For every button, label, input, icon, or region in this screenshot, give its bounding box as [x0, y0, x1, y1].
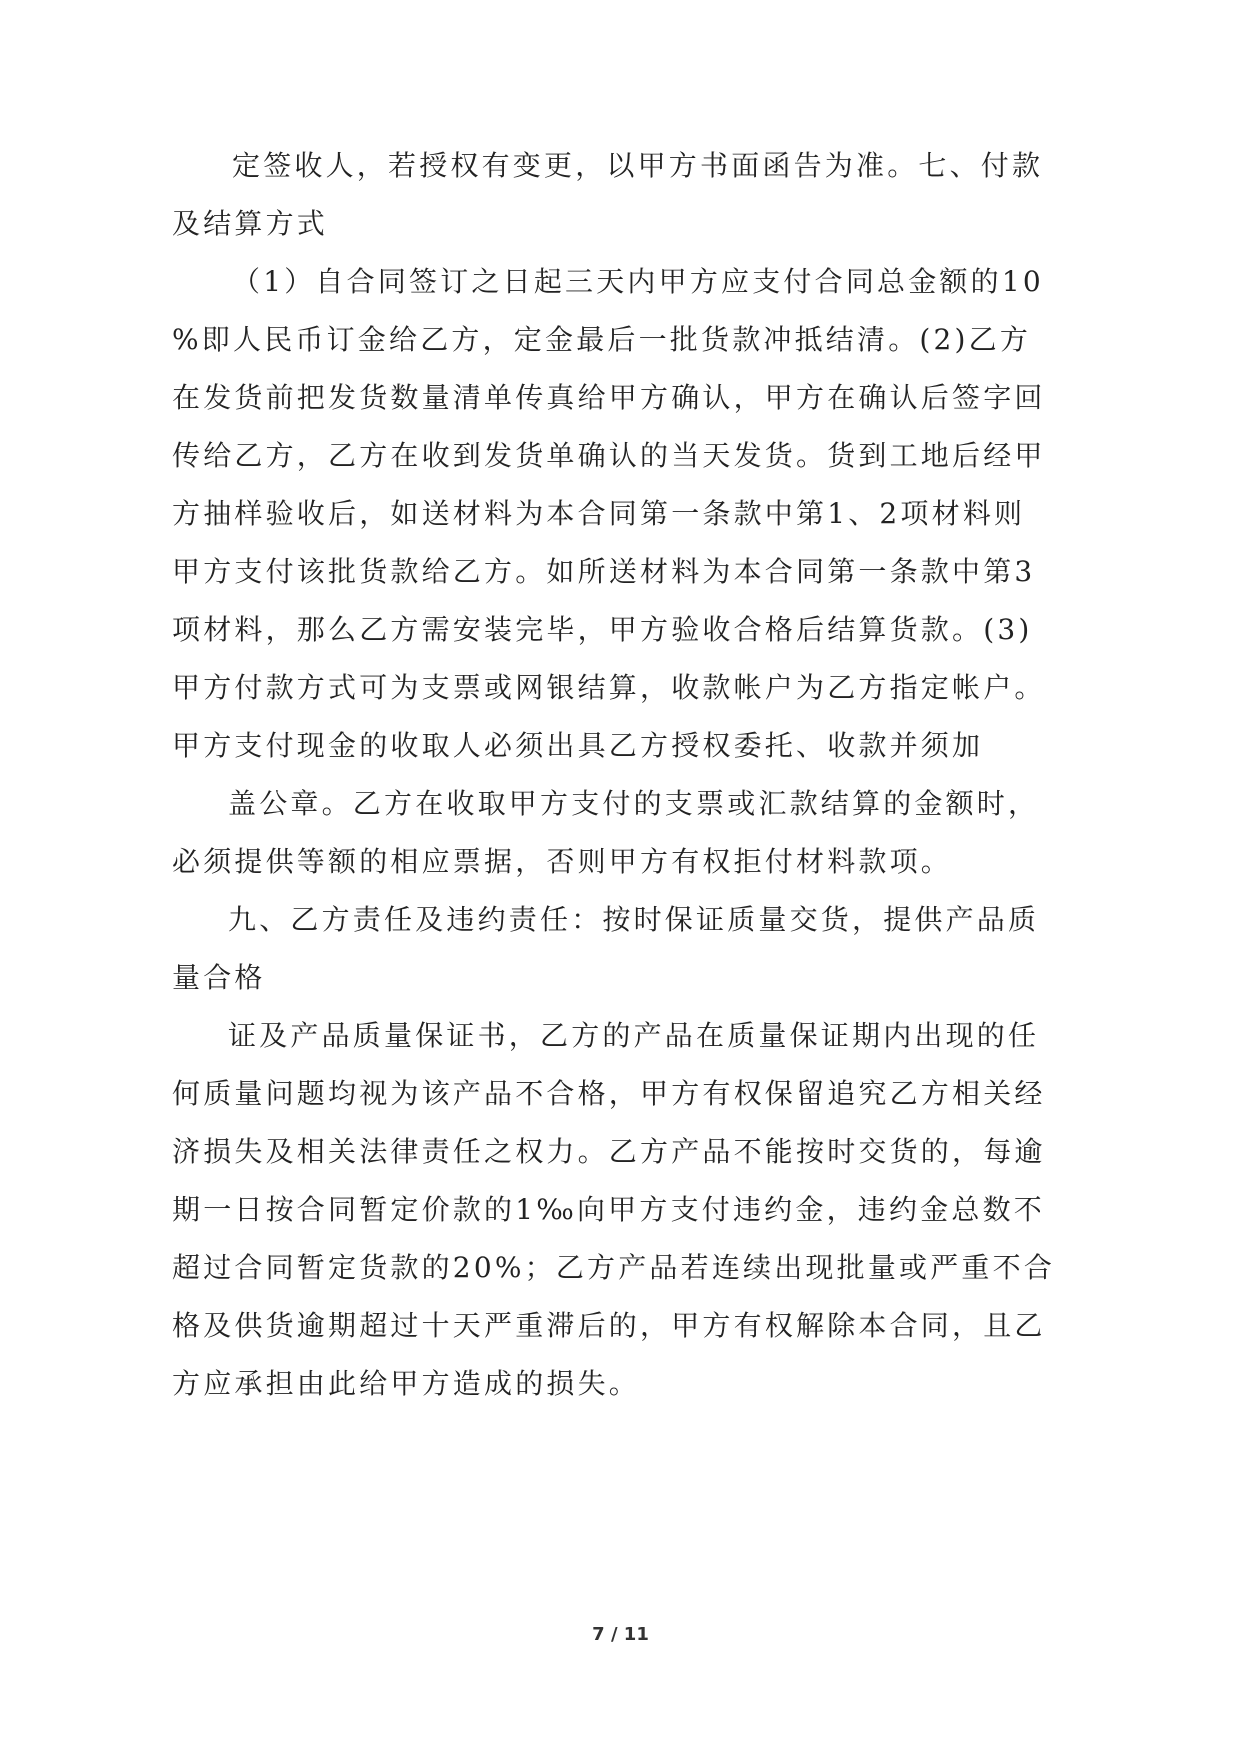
text-line: %即人民币订金给乙方，定金最后一批货款冲抵结清。(2)乙方 — [172, 323, 1032, 356]
text-line: 在发货前把发货数量清单传真给甲方确认，甲方在确认后签字回 — [172, 381, 1046, 414]
text-line: 超过合同暂定货款的20%；乙方产品若连续出现批量或严重不合 — [172, 1251, 1056, 1284]
text-line: 量合格 — [172, 961, 266, 994]
text-line: 济损失及相关法律责任之权力。乙方产品不能按时交货的，每逾 — [172, 1135, 1046, 1168]
text-line: （1）自合同签订之日起三天内甲方应支付合同总金额的10 — [232, 265, 1044, 298]
text-line: 甲方支付现金的收取人必须出具乙方授权委托、收款并须加 — [172, 729, 984, 762]
text-line: 传给乙方，乙方在收到发货单确认的当天发货。货到工地后经甲 — [172, 439, 1046, 472]
text-line: 期一日按合同暂定价款的1‰向甲方支付违约金，违约金总数不 — [172, 1193, 1045, 1226]
text-line: 九、乙方责任及违约责任：按时保证质量交货，提供产品质 — [228, 903, 1040, 936]
text-line: 方抽样验收后，如送材料为本合同第一条款中第1、2项材料则 — [172, 497, 1026, 530]
text-line: 项材料，那么乙方需安装完毕，甲方验收合格后结算货款。(3) — [172, 613, 1033, 646]
text-line: 及结算方式 — [172, 207, 329, 240]
text-line: 盖公章。乙方在收取甲方支付的支票或汇款结算的金额时， — [228, 787, 1040, 820]
text-line: 何质量问题均视为该产品不合格，甲方有权保留追究乙方相关经 — [172, 1077, 1046, 1110]
text-line: 定签收人，若授权有变更，以甲方书面函告为准。七、付款 — [232, 149, 1044, 182]
text-line: 格及供货逾期超过十天严重滞后的，甲方有权解除本合同，且乙 — [172, 1309, 1046, 1342]
text-line: 甲方支付该批货款给乙方。如所送材料为本合同第一条款中第3 — [172, 555, 1036, 588]
text-line: 甲方付款方式可为支票或网银结算，收款帐户为乙方指定帐户。 — [172, 671, 1046, 704]
text-line: 证及产品质量保证书，乙方的产品在质量保证期内出现的任 — [228, 1019, 1040, 1052]
text-line: 必须提供等额的相应票据，否则甲方有权拒付材料款项。 — [172, 845, 953, 878]
page-number: 7 / 11 — [592, 1624, 649, 1645]
text-line: 方应承担由此给甲方造成的损失。 — [172, 1367, 641, 1400]
